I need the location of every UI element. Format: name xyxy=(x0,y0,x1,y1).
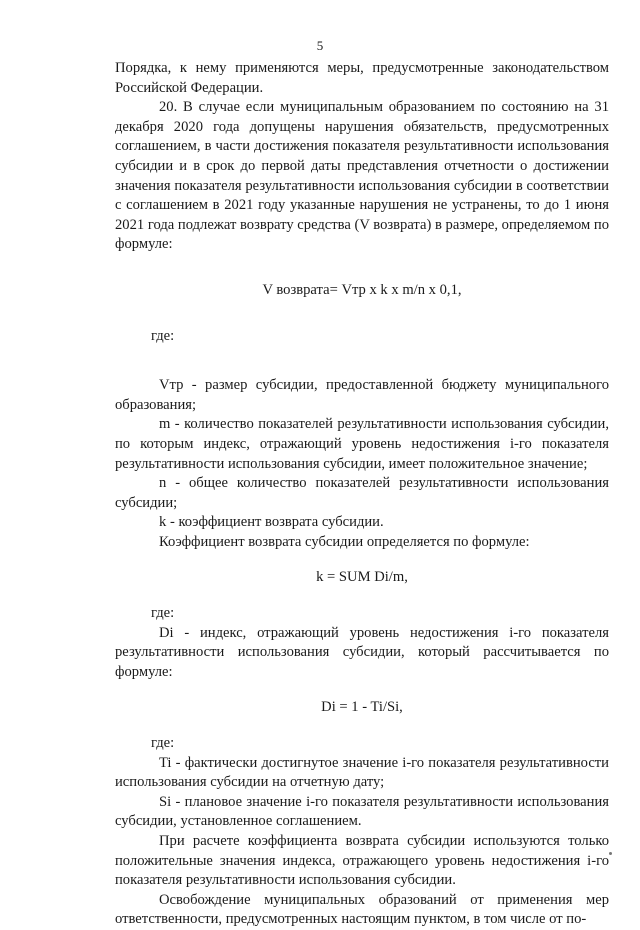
where-label-2: где: xyxy=(151,605,175,622)
formula-di: Di = 1 - Ti/Si, xyxy=(321,699,403,716)
definition-k: k - коэффициент возврата субсидии. xyxy=(159,514,384,531)
definition-si: Si - плановое значение i-го показателя результативности использования субсидии, установленное соглашением. xyxy=(115,793,609,830)
paragraph-continuation: Порядка, к нему применяются меры, предусмотренные законодательством Российской Федерации. xyxy=(115,60,609,96)
definition-di: Di - индекс, отражающий уровень недостижения i-го показателя результативности использования субсидии, который рассчитывается по формуле: xyxy=(115,624,609,680)
scan-speck xyxy=(609,852,612,855)
definition-vtr: Vтр - размер субсидии, предоставленной бюджету муниципального образования; xyxy=(115,377,609,413)
paragraph-k-intro: Коэффициент возврата субсидии определяется по формуле: xyxy=(159,533,530,550)
document-body xyxy=(115,59,609,930)
formula-k: k = SUM Di/m, xyxy=(316,569,408,586)
where-label-1: где: xyxy=(151,327,175,344)
paragraph-clause-20: 20. В случае если муниципальным образованием по состоянию на 31 декабря 2020 года допущены нарушения обязательств, предусмотренных соглашением, в части достижения показателя результативности использования субсидии и в срок до первой даты представления отчетности о достижении значения показателя результативности использования субсидии в соответствии с соглашением в 2021 году указанные нарушения не устранены, то до 1 июня 2021 года подлежат возврату средства (V возврата) в размере, определяемом по формуле: xyxy=(115,99,609,253)
formula-v-return: V возврата= Vтр x k x m/n x 0,1, xyxy=(262,281,462,298)
paragraph-release: Освобождение муниципальных образований от применения мер ответственности, предусмотренных настоящим пунктом, в том числе от по- xyxy=(115,891,609,928)
paragraph-positive-values: При расчете коэффициента возврата субсидии используются только положительные значения индекса, отражающего уровень недостижения i-го показателя результативности использования субсидии. xyxy=(115,833,609,889)
definition-ti: Ti - фактически достигнутое значение i-го показателя результативности использования субсидии на отчетную дату; xyxy=(115,754,609,791)
where-label-3: где: xyxy=(151,735,175,752)
page-number: 5 xyxy=(316,38,324,53)
definition-m: m - количество показателей результативности использования субсидии, по которым индекс, отражающий уровень недостижения i-го показателя результативности использования субсидии, имеет положительное значение; xyxy=(115,416,609,472)
definition-n: n - общее количество показателей результативности использования субсидии; xyxy=(115,475,609,511)
